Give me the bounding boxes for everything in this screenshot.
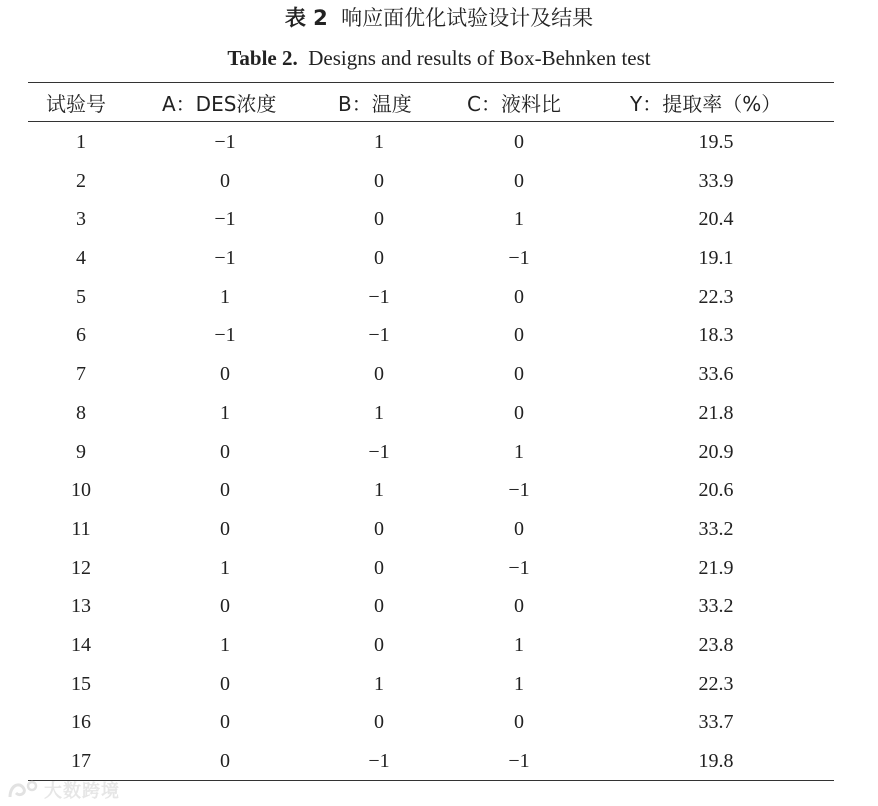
table-title-cn: [0, 4, 878, 32]
cell-temperature: 0: [374, 517, 384, 540]
table-caption-en: Designs and results of Box-Behnken test: [308, 46, 651, 70]
cell-temperature: 0: [374, 633, 384, 656]
cell-trial-no: 7: [76, 363, 86, 386]
cell-trial-no: 13: [71, 595, 91, 618]
cell-trial-no: 17: [71, 750, 91, 772]
cell-trial-no: 9: [76, 440, 86, 463]
table-row: [0, 549, 878, 588]
table-row: [0, 162, 878, 201]
cell-yield: 19.1: [698, 247, 734, 270]
cell-des-concentration: −1: [214, 131, 236, 153]
table-row: [0, 278, 878, 317]
header-trial-no: 试验号: [46, 91, 106, 116]
cell-liquid-ratio: −1: [508, 556, 530, 579]
cell-trial-no: 14: [71, 633, 91, 656]
cell-trial-no: 6: [76, 324, 86, 347]
cell-des-concentration: 0: [220, 595, 230, 618]
header-liquid-ratio: C：液料比: [467, 91, 561, 116]
cell-yield: 33.2: [698, 595, 734, 618]
cell-temperature: −1: [368, 750, 390, 772]
table-bottom-rule: [28, 780, 834, 781]
table-header-rule: [28, 121, 834, 122]
cell-temperature: 0: [374, 247, 384, 270]
cell-yield: 33.7: [698, 711, 734, 734]
cell-liquid-ratio: 1: [514, 440, 524, 463]
cell-trial-no: 11: [71, 517, 91, 540]
cell-liquid-ratio: 1: [514, 208, 524, 231]
cell-trial-no: 5: [76, 285, 86, 308]
cell-trial-no: 4: [76, 247, 86, 270]
cell-trial-no: 12: [71, 556, 91, 579]
cell-yield: 23.8: [698, 633, 734, 656]
cell-liquid-ratio: 0: [514, 711, 524, 734]
cell-liquid-ratio: 0: [514, 131, 524, 153]
cell-temperature: 0: [374, 595, 384, 618]
cell-trial-no: 3: [76, 208, 86, 231]
cell-liquid-ratio: 0: [514, 169, 524, 192]
watermark-logo-icon: [6, 779, 40, 801]
cell-des-concentration: 1: [220, 556, 230, 579]
table-row: [0, 239, 878, 278]
cell-des-concentration: 0: [220, 750, 230, 772]
table-row: [0, 316, 878, 355]
watermark: [6, 776, 120, 804]
cell-liquid-ratio: 0: [514, 517, 524, 540]
table-row: [0, 742, 878, 781]
cell-yield: 22.3: [698, 672, 734, 695]
cell-temperature: 1: [374, 672, 384, 695]
cell-liquid-ratio: 0: [514, 285, 524, 308]
watermark-text: 大数跨境: [44, 781, 120, 802]
cell-liquid-ratio: 1: [514, 672, 524, 695]
cell-liquid-ratio: 1: [514, 633, 524, 656]
table-top-rule: [28, 82, 834, 83]
cell-yield: 33.6: [698, 363, 734, 386]
cell-liquid-ratio: −1: [508, 750, 530, 772]
table-body: [0, 123, 878, 781]
cell-trial-no: 2: [76, 169, 86, 192]
cell-liquid-ratio: 0: [514, 595, 524, 618]
cell-yield: 20.9: [698, 440, 734, 463]
cell-des-concentration: 0: [220, 711, 230, 734]
cell-trial-no: 1: [76, 131, 86, 153]
table-number-en: Table 2.: [227, 46, 298, 70]
cell-des-concentration: 0: [220, 517, 230, 540]
table-row: [0, 471, 878, 510]
cell-trial-no: 16: [71, 711, 91, 734]
cell-des-concentration: 1: [220, 285, 230, 308]
cell-temperature: 1: [374, 479, 384, 502]
cell-yield: 19.8: [698, 750, 734, 772]
cell-des-concentration: 0: [220, 169, 230, 192]
cell-liquid-ratio: −1: [508, 247, 530, 270]
table-row: [0, 626, 878, 665]
cell-des-concentration: −1: [214, 208, 236, 231]
cell-temperature: 1: [374, 401, 384, 424]
cell-temperature: −1: [368, 285, 390, 308]
header-des-concentration: A：DES浓度: [162, 91, 277, 116]
table-row: [0, 433, 878, 472]
cell-des-concentration: 0: [220, 479, 230, 502]
cell-temperature: 0: [374, 556, 384, 579]
cell-liquid-ratio: 0: [514, 363, 524, 386]
cell-yield: 21.8: [698, 401, 734, 424]
table-title-en: [0, 44, 878, 72]
table-number-cn: 表 2: [284, 6, 328, 30]
cell-temperature: −1: [368, 324, 390, 347]
cell-liquid-ratio: 0: [514, 324, 524, 347]
table-row: [0, 703, 878, 742]
cell-des-concentration: 1: [220, 633, 230, 656]
table-row: [0, 123, 878, 162]
cell-temperature: 1: [374, 131, 384, 153]
cell-liquid-ratio: 0: [514, 401, 524, 424]
cell-trial-no: 10: [71, 479, 91, 502]
header-temperature: B：温度: [338, 91, 412, 116]
cell-yield: 22.3: [698, 285, 734, 308]
cell-temperature: 0: [374, 363, 384, 386]
cell-des-concentration: 0: [220, 672, 230, 695]
cell-yield: 20.4: [698, 208, 734, 231]
header-yield: Y：提取率（%）: [630, 91, 782, 116]
cell-liquid-ratio: −1: [508, 479, 530, 502]
cell-des-concentration: 1: [220, 401, 230, 424]
cell-temperature: 0: [374, 711, 384, 734]
cell-des-concentration: 0: [220, 440, 230, 463]
cell-des-concentration: 0: [220, 363, 230, 386]
table-row: [0, 355, 878, 394]
cell-yield: 20.6: [698, 479, 734, 502]
table-row: [0, 510, 878, 549]
cell-yield: 33.9: [698, 169, 734, 192]
cell-des-concentration: −1: [214, 324, 236, 347]
cell-temperature: −1: [368, 440, 390, 463]
cell-yield: 18.3: [698, 324, 734, 347]
cell-trial-no: 15: [71, 672, 91, 695]
cell-yield: 21.9: [698, 556, 734, 579]
cell-temperature: 0: [374, 208, 384, 231]
table-row: [0, 200, 878, 239]
table-row: [0, 394, 878, 433]
cell-yield: 19.5: [698, 131, 734, 153]
cell-des-concentration: −1: [214, 247, 236, 270]
cell-yield: 33.2: [698, 517, 734, 540]
table-caption-cn: 响应面优化试验设计及结果: [341, 6, 594, 30]
table-row: [0, 587, 878, 626]
cell-temperature: 0: [374, 169, 384, 192]
table-row: [0, 665, 878, 704]
cell-trial-no: 8: [76, 401, 86, 424]
